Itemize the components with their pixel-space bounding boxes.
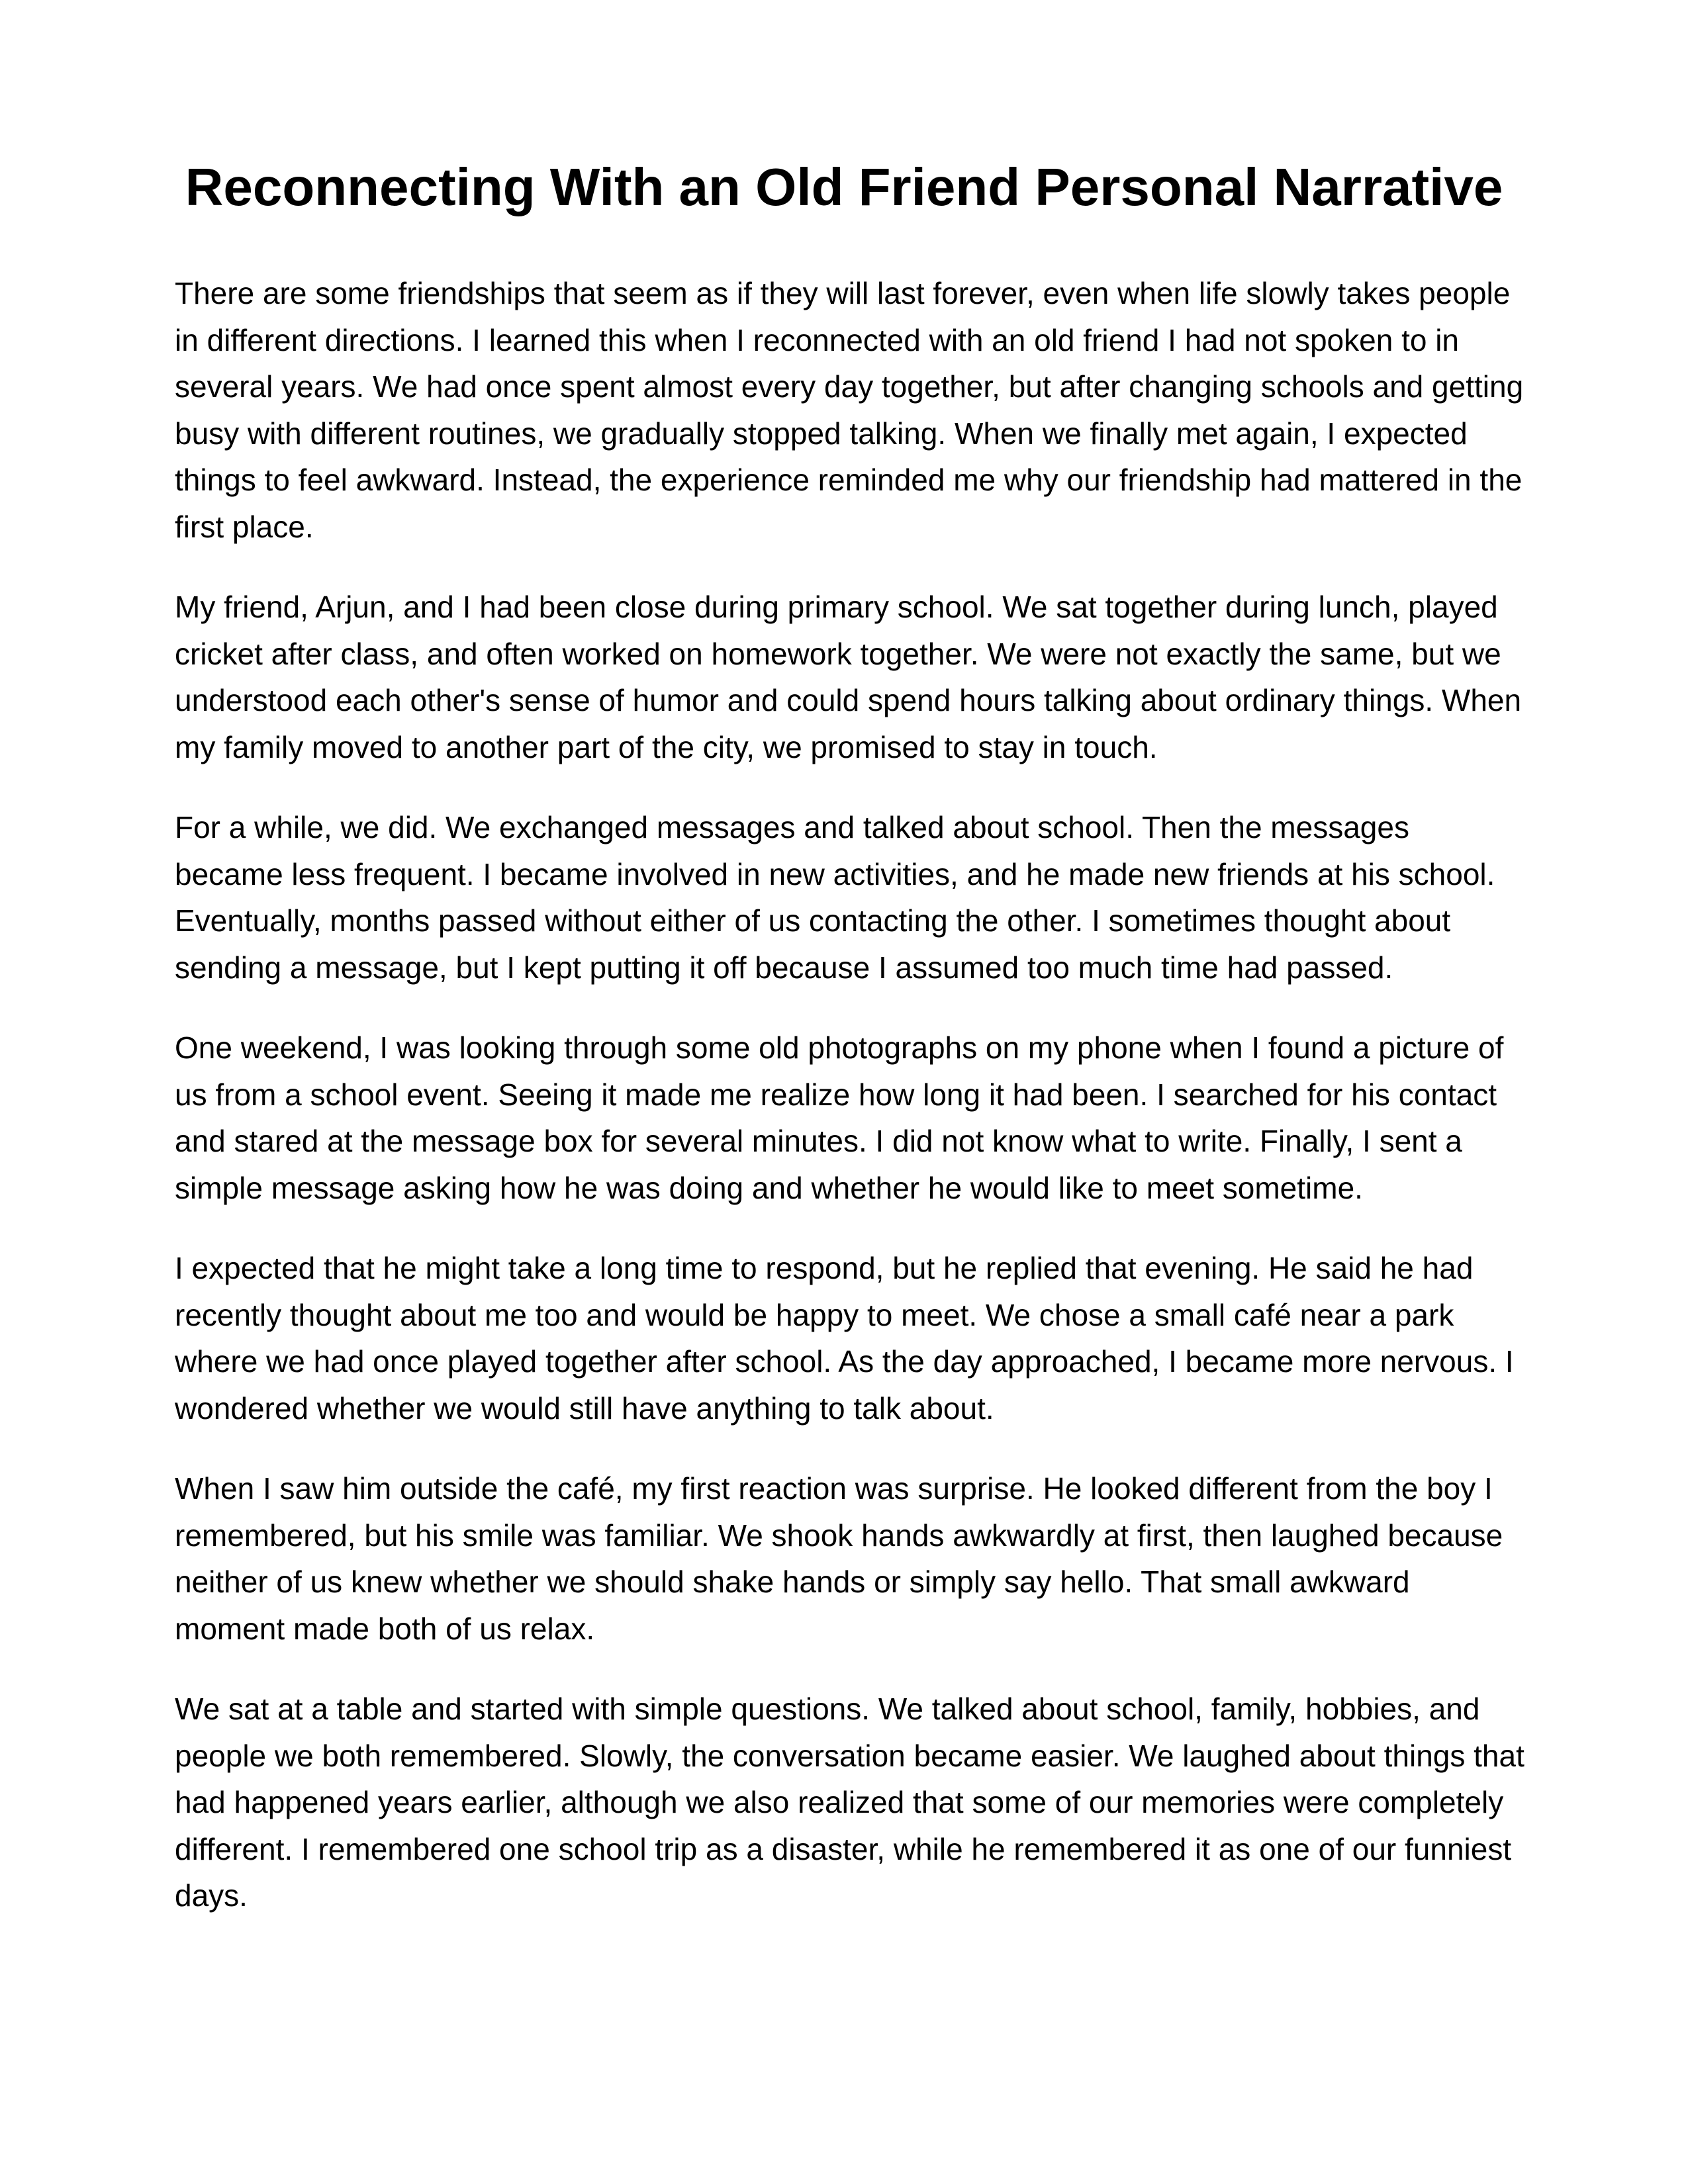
paragraph-7: We sat at a table and started with simple questions. We talked about school, family, hobbies, and people we both remembered. Slowly, the conversation became easier. We laughed about things that had happened years earlier, although we also realized that some of our memories were completely different. I remembered one school trip as a disaster, while he remembered it as one of our funniest days. bbox=[175, 1692, 1524, 1913]
paragraph-1: There are some friendships that seem as if they will last forever, even when life slowly takes people in different directions. I learned this when I reconnected with an old friend I had not spoken to in several years. We had once spent almost every day together, but after changing schools and getting busy with different routines, we gradually stopped talking. When we finally met again, I expected things to feel awkward. Instead, the experience reminded me why our friendship had mattered in the first place. bbox=[175, 276, 1524, 544]
paragraph-3: For a while, we did. We exchanged messages and talked about school. Then the messages became less frequent. I became involved in new activities, and he made new friends at his school. Eventually, months passed without either of us contacting the other. I sometimes thought about sending a message, but I kept putting it off because I assumed too much time had passed. bbox=[175, 810, 1495, 985]
paragraph-2: My friend, Arjun, and I had been close during primary school. We sat together during lunch, played cricket after class, and often worked on homework together. We were not exactly the same, but we understood each other's sense of humor and could spend hours talking about ordinary things. When my family moved to another part of the city, we promised to stay in touch. bbox=[175, 590, 1522, 764]
paragraph-4: One weekend, I was looking through some old photographs on my phone when I found a picture of us from a school event. Seeing it made me realize how long it had been. I searched for his contact and stared at the message box for several minutes. I did not know what to write. Finally, I sent a simple message asking how he was doing and whether he would like to meet sometime. bbox=[175, 1030, 1504, 1205]
document-body bbox=[175, 270, 1525, 1953]
paragraph-6: When I saw him outside the café, my first reaction was surprise. He looked different from the boy I remembered, but his smile was familiar. We shook hands awkwardly at first, then laughed because neither of us knew whether we should shake hands or simply say hello. That small awkward moment made both of us relax. bbox=[175, 1471, 1503, 1646]
document-title: Reconnecting With an Old Friend Personal Narrative bbox=[185, 158, 1503, 216]
paragraph-5: I expected that he might take a long time to respond, but he replied that evening. He said he had recently thought about me too and would be happy to meet. We chose a small café near a park where we had once played together after school. As the day approached, I became more nervous. I wondered whether we would still have anything to talk about. bbox=[175, 1251, 1514, 1426]
